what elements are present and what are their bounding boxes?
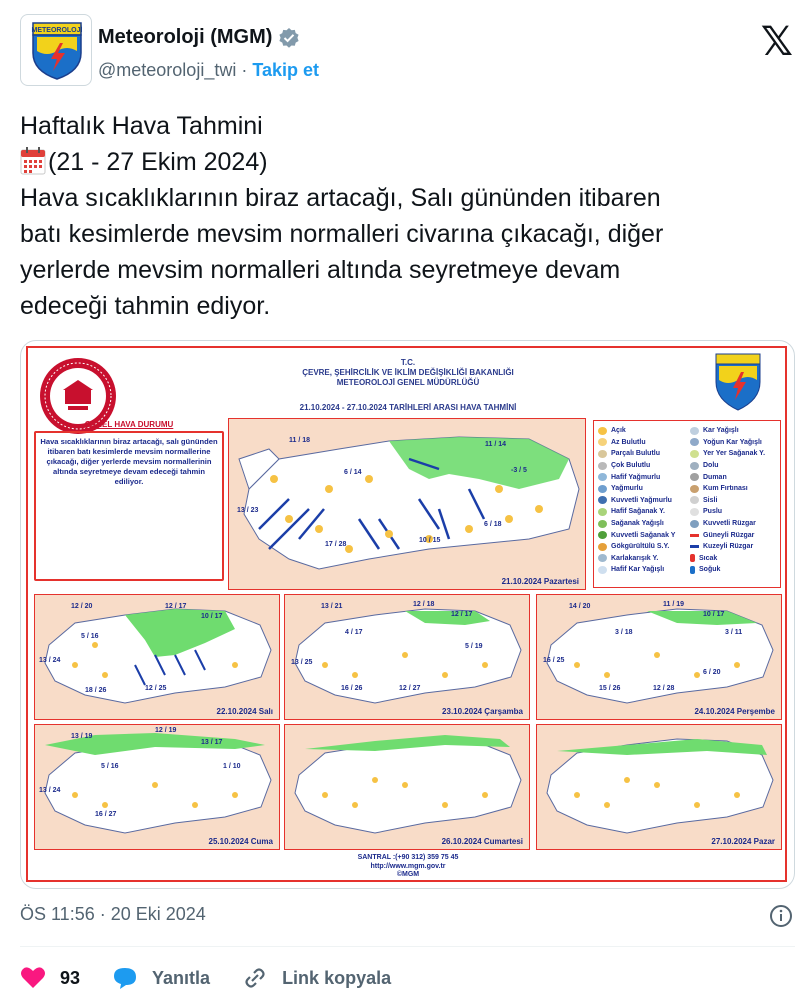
legend-item: Çok Bulutlu <box>598 460 690 472</box>
link-icon <box>242 966 268 990</box>
forecast-poster <box>26 346 787 882</box>
poster-date-range: 21.10.2024 - 27.10.2024 TARİHLERİ ARASI HAVA TAHMİNİ <box>299 403 517 412</box>
legend-item: Kuvvetli Rüzgar <box>690 518 782 530</box>
turkey-map-icon <box>537 725 781 849</box>
map-temp: 10 / 17 <box>703 611 725 618</box>
forecast-map-friday <box>34 724 280 850</box>
tweet-date-range: (21 - 27 Ekim 2024) <box>48 148 268 176</box>
map-temp: 3 / 11 <box>725 629 743 636</box>
meta-separator: · <box>99 904 106 924</box>
main-map-date: 21.10.2024 Pazartesi <box>501 577 579 586</box>
sleet-icon <box>598 554 607 562</box>
handle[interactable]: @meteoroloji_twi <box>98 60 237 80</box>
divider <box>20 946 795 947</box>
cold-thermometer-icon <box>690 566 695 574</box>
light-rain-icon <box>598 473 607 481</box>
main-temp: -3 / 5 <box>511 467 527 474</box>
partly-sun-icon <box>598 438 607 446</box>
legend-item: Parçalı Bulutlu <box>598 448 690 460</box>
poster-copyright: ©MGM <box>396 871 420 878</box>
legend-item: Sisli <box>690 495 782 507</box>
reply-bubble-icon <box>112 966 138 990</box>
rain-icon <box>598 485 607 493</box>
forecast-map-tuesday <box>34 594 280 720</box>
weather-legend <box>593 420 781 588</box>
legend-item: Güneyli Rüzgar <box>690 529 782 541</box>
like-button[interactable] <box>20 966 80 990</box>
poster-url: http://www.mgm.gov.tr <box>370 862 446 870</box>
turkey-map-icon <box>285 595 529 719</box>
tweet-time[interactable]: ÖS 11:56 <box>20 904 95 924</box>
map-temp: 10 / 17 <box>201 613 223 620</box>
legend-item: Karlakarışık Y. <box>598 553 690 565</box>
map-date: 24.10.2024 Perşembe <box>694 707 775 716</box>
legend-item: Yoğun Kar Yağışlı <box>690 437 782 449</box>
thunderstorm-icon <box>598 543 607 551</box>
map-temp: 12 / 19 <box>155 727 177 734</box>
tweet-line: Hava sıcaklıklarının biraz artacağı, Salı gününden itibaren <box>20 184 661 212</box>
legend-column-right <box>690 425 782 576</box>
south-wind-icon <box>690 534 699 537</box>
map-temp: 13 / 25 <box>291 659 313 666</box>
legend-item: Soğuk <box>690 564 782 576</box>
map-temp: 12 / 25 <box>145 685 167 692</box>
legend-item: Kar Yağışlı <box>690 425 782 437</box>
avatar[interactable] <box>20 14 92 86</box>
legend-item: Açık <box>598 425 690 437</box>
snow-icon <box>690 427 699 435</box>
legend-item: Kuzeyli Rüzgar <box>690 541 782 553</box>
map-temp: 13 / 24 <box>39 657 61 664</box>
forecast-map-wednesday <box>284 594 530 720</box>
legend-item: Hafif Sağanak Y. <box>598 506 690 518</box>
tweet-text <box>20 108 795 324</box>
map-date: 27.10.2024 Pazar <box>711 837 775 846</box>
map-temp: 16 / 26 <box>341 685 363 692</box>
turkey-map-main <box>229 419 585 589</box>
map-date: 22.10.2024 Salı <box>216 707 273 716</box>
map-temp: 5 / 16 <box>81 633 99 640</box>
hail-icon <box>690 462 699 470</box>
sandstorm-icon <box>690 485 699 493</box>
legend-item: Hafif Kar Yağışlı <box>598 564 690 576</box>
copy-link-button[interactable] <box>242 966 391 990</box>
smoke-icon <box>690 473 699 481</box>
map-temp: 1 / 10 <box>223 763 241 770</box>
legend-item: Puslu <box>690 506 782 518</box>
poster-ministry: ÇEVRE, ŞEHİRCİLİK VE İKLİM DEĞİŞİKLİĞİ BAKANLIĞI <box>302 368 514 377</box>
legend-item: Yer Yer Sağanak Y. <box>690 448 782 460</box>
haze-icon <box>690 508 699 516</box>
forecast-map-thursday <box>536 594 782 720</box>
calendar-icon <box>20 147 46 175</box>
heart-icon <box>20 966 46 990</box>
main-temp: 11 / 18 <box>289 437 311 444</box>
shower-icon <box>598 520 607 528</box>
main-temp: 6 / 14 <box>344 469 362 476</box>
follow-button[interactable]: Takip et <box>252 60 320 80</box>
forecast-map-sunday <box>536 724 782 850</box>
turkey-map-icon <box>537 595 781 719</box>
turkey-map-icon <box>35 595 279 719</box>
light-shower-icon <box>598 508 607 516</box>
tweet-header <box>20 14 795 94</box>
hot-thermometer-icon <box>690 554 695 562</box>
heavy-rain-icon <box>598 496 607 504</box>
general-weather-title: GENEL HAVA DURUMU <box>84 420 174 429</box>
tweet-media[interactable] <box>20 340 795 889</box>
light-snow-icon <box>598 566 607 574</box>
tweet-line: batı kesimlerde mevsim normalleri civarına çıkacağı, diğer <box>20 220 664 248</box>
turkey-map-icon <box>35 725 279 849</box>
heavy-shower-icon <box>598 531 607 539</box>
scattered-shower-icon <box>690 450 699 458</box>
x-logo-icon[interactable]: 𝕏 <box>760 19 793 65</box>
map-temp: 16 / 25 <box>543 657 565 664</box>
main-temp: 17 / 28 <box>325 541 347 548</box>
map-temp: 13 / 19 <box>71 733 93 740</box>
main-temp: 13 / 23 <box>237 507 259 514</box>
map-temp: 16 / 27 <box>95 811 117 818</box>
poster-directorate: METEOROLOJİ GENEL MÜDÜRLÜĞÜ <box>336 378 480 387</box>
forecast-map-saturday <box>284 724 530 850</box>
general-weather-text: Hava sıcaklıklarının biraz artacağı, salı gününden itibaren batı kesimlerde mevsim normallerine çıkacağı, diğer yerlerde mevsim normallerinin altında seyretmeye devam edeceği tahmin ediliyor. <box>34 431 224 581</box>
reply-label: Yanıtla <box>152 967 211 988</box>
map-temp: 4 / 17 <box>345 629 363 636</box>
like-count: 93 <box>60 967 81 988</box>
map-temp: 12 / 17 <box>165 603 187 610</box>
map-temp: 12 / 27 <box>399 685 421 692</box>
legend-item: Hafif Yağmurlu <box>598 471 690 483</box>
copy-link-label: Link kopyala <box>282 967 392 988</box>
tweet-line: edeceği tahmin ediyor. <box>20 292 271 320</box>
handle-separator: · <box>241 60 248 80</box>
legend-item: Kum Fırtınası <box>690 483 782 495</box>
info-icon[interactable] <box>769 904 793 928</box>
strong-wind-icon <box>690 520 699 528</box>
map-temp: 14 / 20 <box>569 603 591 610</box>
poster-footer <box>228 854 588 880</box>
legend-item: Yağmurlu <box>598 483 690 495</box>
map-date: 23.10.2024 Çarşamba <box>442 707 523 716</box>
poster-tc: T.C. <box>400 358 416 367</box>
map-temp: 15 / 26 <box>599 685 621 692</box>
map-temp: 13 / 24 <box>39 787 61 794</box>
tweet-line: Haftalık Hava Tahmini <box>20 112 263 140</box>
north-wind-icon <box>690 545 699 548</box>
tweet-line: yerlerde mevsim normalleri altında seyretmeye devam <box>20 256 621 284</box>
legend-item: Kuvvetli Yağmurlu <box>598 495 690 507</box>
legend-item: Dolu <box>690 460 782 472</box>
map-temp: 5 / 19 <box>465 643 483 650</box>
legend-item: Duman <box>690 471 782 483</box>
cloud-icon <box>598 462 607 470</box>
tweet-line-date <box>20 144 795 180</box>
map-temp: 11 / 19 <box>663 601 685 608</box>
reply-button[interactable] <box>112 966 210 990</box>
map-temp: 3 / 18 <box>615 629 633 636</box>
poster-mgm-logo-icon <box>713 352 763 412</box>
cloud-sun-icon <box>598 450 607 458</box>
tweet-date[interactable]: 20 Eki 2024 <box>110 904 206 924</box>
map-temp: 13 / 21 <box>321 603 343 610</box>
map-temp: 5 / 16 <box>101 763 119 770</box>
legend-item: Kuvvetli Sağanak Y <box>598 529 690 541</box>
display-name[interactable]: Meteoroloji (MGM) <box>98 26 273 48</box>
tweet-meta <box>20 904 795 925</box>
legend-item: Gökgürültülü S.Y. <box>598 541 690 553</box>
legend-item: Az Bulutlu <box>598 437 690 449</box>
general-weather-box <box>34 420 224 590</box>
map-temp: 12 / 20 <box>71 603 93 610</box>
poster-header <box>178 358 638 388</box>
verified-badge-icon <box>278 27 300 49</box>
map-temp: 12 / 17 <box>451 611 473 618</box>
map-temp: 12 / 18 <box>413 601 435 608</box>
poster-phone: SANTRAL :(+90 312) 359 75 45 <box>357 854 459 861</box>
fog-icon <box>690 496 699 504</box>
logo-text: METEOROLOJİ <box>31 27 83 34</box>
sun-icon <box>598 427 607 435</box>
map-temp: 13 / 17 <box>201 739 223 746</box>
main-temp: 11 / 14 <box>485 441 507 448</box>
legend-item: Sağanak Yağışlı <box>598 518 690 530</box>
map-date: 26.10.2024 Cumartesi <box>441 837 523 846</box>
legend-column-left <box>598 425 690 576</box>
tweet-actions <box>20 962 423 994</box>
main-temp: 6 / 18 <box>484 521 502 528</box>
map-temp: 12 / 28 <box>653 685 675 692</box>
turkey-map-icon <box>285 725 529 849</box>
mgm-logo-icon <box>27 21 87 81</box>
main-temp: 10 / 15 <box>419 537 441 544</box>
main-forecast-map <box>228 418 586 590</box>
map-temp: 6 / 20 <box>703 669 721 676</box>
legend-item: Sıcak <box>690 553 782 565</box>
heavy-snow-icon <box>690 438 699 446</box>
map-date: 25.10.2024 Cuma <box>208 837 273 846</box>
map-temp: 18 / 26 <box>85 687 107 694</box>
